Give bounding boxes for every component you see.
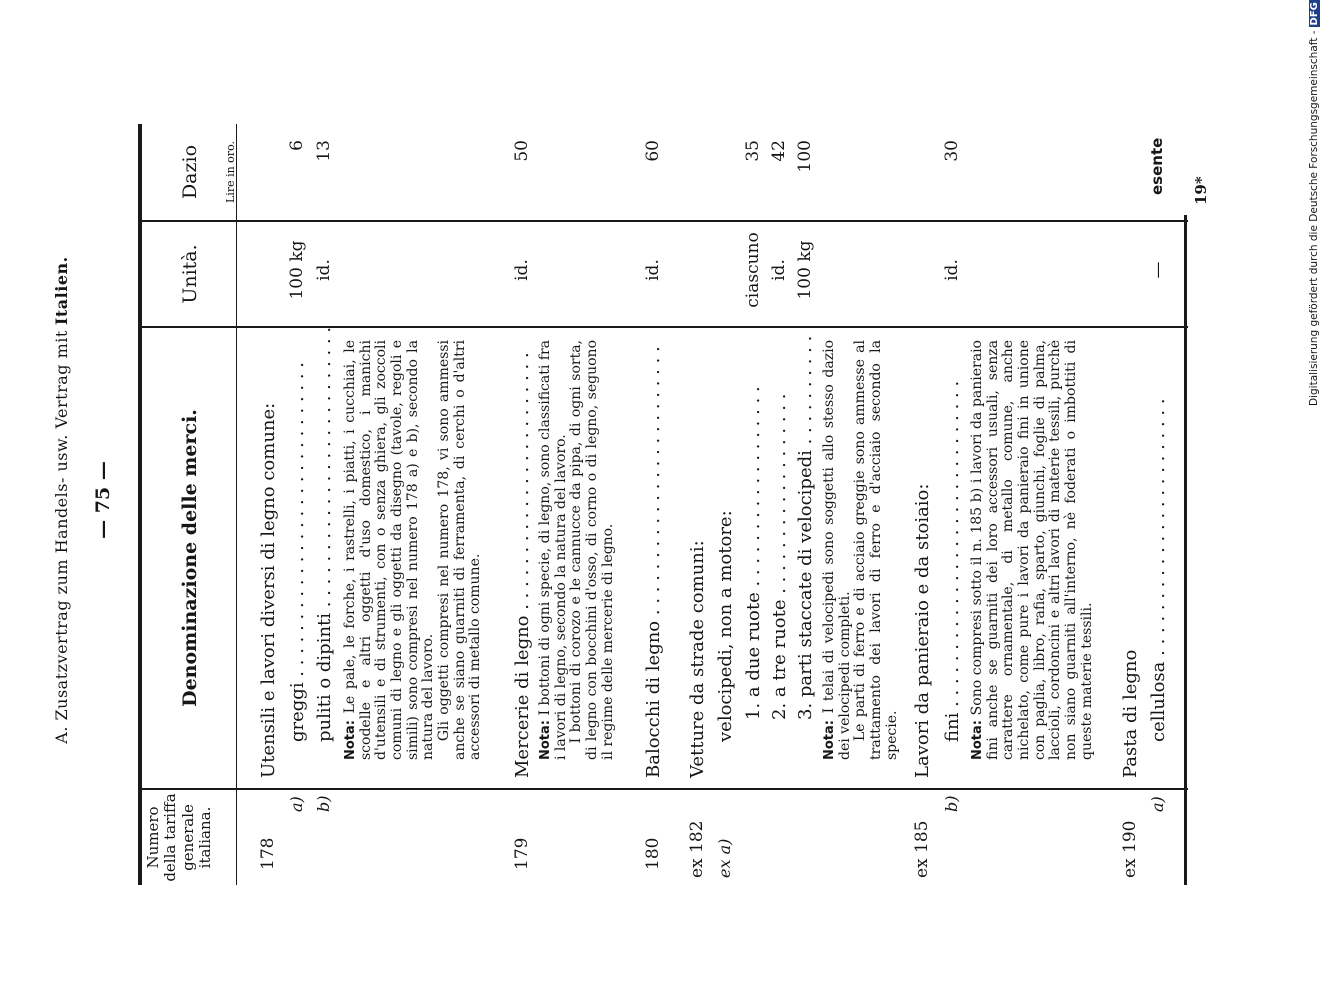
row-182-a-text: velocipedi, non a motore: — [715, 510, 736, 742]
row-178-b-text: puliti o dipinti . . . . . . . . . . . . . . . . . . . . . . . . . — [314, 326, 335, 742]
row-182-a-mark: ex a) — [715, 838, 734, 878]
row-182-note-text-2: Le parti di ferro e di acciaio greggie sono ammesse al trattamento dei lavori di ferro e d'acciaio secondo la specie. — [852, 340, 900, 760]
column-header-dazio: Dazio — [179, 144, 201, 200]
row-178-note-text: Le pale, le forche, i rastrelli, i piatti, i cucchiai, le scodelle e altri oggetti d'uso domestico, i manichi d'utensili e di strumenti, con o senza ghiera, gli zoccoli comuni di legno e gli oggetti da disegno (tavole, regoli e simili) sono compresi nel numero 178 a) e b), secondo la natura del lavoro. — [342, 340, 437, 760]
column-divider-1 — [138, 788, 1188, 790]
running-title-country: Italien. — [52, 256, 71, 326]
row-179-note-text: I bottoni di ogni specie, di legno, sono classificati fra i lavori di legno, secondo la natura del lavoro. — [537, 339, 569, 760]
row-185-duty: 30 — [942, 140, 962, 162]
row-185-b-text: fini . . . . . . . . . . . . . . . . . . . . . . . . . . . . . — [942, 380, 963, 742]
row-180-title: Balocchi di legno . . . . . . . . . . . . . . . . . . . . . . . . — [643, 346, 664, 778]
row-180-unit: id. — [643, 259, 663, 281]
tariff-number-185: ex 185 — [912, 820, 932, 878]
row-185-note — [970, 340, 1095, 760]
running-title-prefix: A. Zusatzvertrag zum Handels- usw. Vertrag mit — [52, 330, 71, 744]
row-178-b-mark: b) — [314, 795, 333, 812]
row-185-title: Lavori da panieraio e da stoiaio: — [912, 483, 933, 778]
row-178-b-unit: id. — [314, 259, 334, 281]
tariff-number-178: 178 — [258, 837, 278, 870]
row-182-item-1-duty: 35 — [743, 140, 763, 162]
row-179-title: Mercerie di legno . . . . . . . . . . . . . . . . . . . . . . . — [512, 352, 533, 778]
column-header-dazio-unit: Lire in oro. — [224, 141, 237, 203]
row-179-unit: id. — [512, 259, 532, 281]
row-190-a-mark: a) — [1148, 796, 1167, 812]
row-179-note-text-2: I bottoni di corozo e le cannucce da pipa, di ogni sorta, di legno con bocchini d'osso, di corno o di legno, seguono il regime delle mercerie di legno. — [568, 340, 616, 760]
row-178-a-mark: a) — [287, 796, 306, 812]
row-182-title: Vetture da strade comuni: — [687, 540, 708, 778]
column-divider-2 — [138, 326, 1188, 328]
column-header-numero: Numero della tariffa generale italiana. — [144, 793, 214, 882]
row-182-item-3: 3. parti staccate di velocipedi . . . . . . . . . . — [795, 335, 816, 720]
row-182-item-2: 2. a tre ruote . . . . . . . . . . . . . . . . . . — [769, 393, 790, 720]
row-190-duty: esente — [1148, 137, 1166, 195]
row-190-unit: — — [1148, 261, 1168, 279]
row-178-a-duty: 6 — [287, 140, 307, 151]
column-header-unita: Unità. — [179, 244, 201, 304]
running-title — [52, 0, 71, 1000]
tariff-number-190: ex 190 — [1120, 820, 1140, 878]
row-182-item-1: 1. a due ruote . . . . . . . . . . . . . . . . . . — [743, 386, 764, 720]
row-185-b-mark: b) — [942, 795, 961, 812]
signature-mark: 19* — [1192, 176, 1210, 205]
credit-text: Digitalisierung gefördert durch die Deutsche Forschungsgemeinschaft - — [1308, 30, 1320, 406]
row-182-item-3-duty: 100 — [795, 140, 815, 173]
row-190-a-text: cellulosa . . . . . . . . . . . . . . . . . . . . . . . — [1148, 398, 1169, 742]
row-182-item-2-duty: 42 — [769, 140, 789, 162]
column-divider-3 — [138, 220, 1188, 222]
tariff-number-182: ex 182 — [687, 820, 707, 878]
row-179-note — [538, 340, 616, 760]
row-180-duty: 60 — [643, 140, 663, 162]
row-178-note-text-2: Gli oggetti compresi nel numero 178, vi sono ammessi anche se siano guarniti di ferramenta, di cerchi o d'altri accessori di metallo comune. — [436, 340, 484, 760]
row-182-item-1-unit: ciascuno — [743, 232, 763, 308]
digitization-credit — [1308, 2, 1324, 406]
table-top-rule — [138, 124, 142, 885]
row-185-unit: id. — [942, 259, 962, 281]
table-header-rule — [236, 124, 237, 885]
row-178-b-duty: 13 — [314, 140, 334, 162]
note-label: Nota: — [343, 720, 358, 760]
row-182-item-3-unit: 100 kg — [795, 240, 815, 300]
row-178-note — [343, 340, 484, 760]
tariff-number-179: 179 — [512, 837, 532, 870]
note-label: Nota: — [822, 720, 837, 760]
note-label: Nota: — [538, 720, 553, 760]
row-179-duty: 50 — [512, 140, 532, 162]
row-178-a-unit: 100 kg — [287, 240, 307, 300]
tariff-number-180: 180 — [643, 837, 663, 870]
row-182-note — [822, 340, 900, 760]
row-178-title: Utensili e lavori diversi di legno comune: — [258, 402, 279, 778]
row-182-item-2-unit: id. — [769, 259, 789, 281]
page-number: — 75 — — [92, 461, 114, 539]
row-190-title: Pasta di legno — [1120, 649, 1141, 778]
row-182-note-text: I telai di velocipedi sono soggetti allo stesso dazio dei velocipedi completi. — [821, 340, 853, 760]
dfg-logo: DFG — [1309, 2, 1320, 26]
row-178-a-text: greggi . . . . . . . . . . . . . . . . . . . . . . . . . . . . — [287, 362, 308, 742]
column-header-denominazione: Denominazione delle merci. — [179, 409, 201, 707]
note-label: Nota: — [970, 720, 985, 760]
table-bottom-rule — [1184, 215, 1187, 885]
row-185-note-text: Sono compresi sotto il n. 185 b) i lavori da panieraio fini anche se guarniti dei loro accessori usuali, senza carattere ornamentale, di metallo comune, anche nichelato, come pure i lavori da panieraio fini in unione con paglia, libro, rafia, sparto, giunchi, foglie di palma, laccioli, cordoncini e altri lavori di materie tessili, purchè non siano guarniti all'interno, nè foderati o imbottiti di queste materie tessili. — [969, 340, 1095, 760]
